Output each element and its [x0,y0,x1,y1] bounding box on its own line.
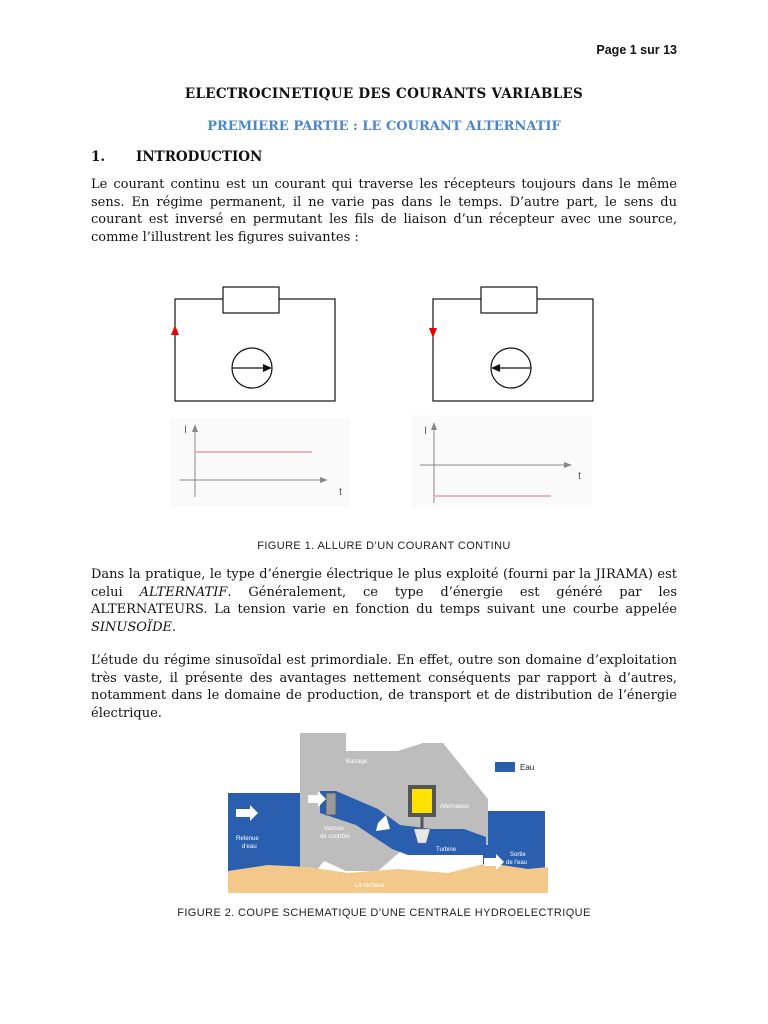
figure-1 [0,270,768,510]
label-barrage: Barrage [346,759,368,765]
legend-label-water: Eau [520,763,535,772]
emphasis-alternatif: ALTERNATIF [139,584,228,600]
label-retenue-1: Retenue [236,836,259,842]
emphasis-sinusoide: SINUSOÏDE [91,619,172,635]
alternator-icon [412,789,432,813]
page-number: Page 1 sur 13 [596,43,677,57]
paragraph-sinusoidal: L’étude du régime sinusoïdal est primordiale. En effet, outre son domaine d’exploitation très vaste, il présente des avantages nettement conséquents par rapport à d’autres, notamment dans le domaine de production, de transport et de distribution de l’énergie électrique. [91,653,677,721]
paragraph-intro: Le courant continu est un courant qui traverse les récepteurs toujours dans le même sens. En régime permanent, il ne varie pas dans le temps. D’autre part, le sens du courant est inversé en permutant les fils de liaison d’un récepteur avec une source, comme l’illustrent les figures suivantes : [91,177,677,245]
axis-label-time: t [339,486,343,498]
label-sortie-1: Sortie [510,852,526,858]
axis-label-current: I [184,424,188,436]
current-arrow-up-icon [171,325,179,335]
figure-2-caption: FIGURE 2. COUPE SCHEMATIQUE D’UNE CENTRALE HYDROELECTRIQUE [177,907,591,919]
text-span: . [171,619,177,635]
label-sortie-2: de l’eau [506,860,528,866]
label-turbine: Turbine [436,847,457,853]
circuit-left [171,287,335,401]
rock-bed [228,863,548,893]
legend-swatch-water [495,762,515,772]
section-number: 1. [91,149,106,165]
label-alternateur: Alternateur [440,804,470,810]
circuit-right [429,287,593,401]
section-heading [91,149,262,165]
document-title: ELECTROCINETIQUE DES COURANTS VARIABLES [184,86,584,102]
text-span: Dans la pratique, le type d’énergie électrique le plus exploité (fourni par la JIRAMA) est celui [91,567,677,600]
figure-2-hydro-plant [228,733,548,893]
label-vannes-1: Vannes [324,826,344,832]
graph-right [412,415,592,507]
axis-label-current: I [424,425,428,437]
label-lit-rocheux: Lit rocheux [355,883,385,889]
text-span: . Généralement, ce type d’énergie est généré par les ALTERNATEURS. La tension varie en fonction du temps suivant une courbe appelée [91,584,678,617]
paragraph-alternating [91,566,677,636]
axis-label-time: t [578,470,582,482]
graph-left [170,418,350,506]
resistor-icon [223,287,279,313]
figure-1-caption: FIGURE 1. ALLURE D’UN COURANT CONTINU [257,540,511,552]
document-subtitle: PREMIERE PARTIE : LE COURANT ALTERNATIF [207,119,561,134]
label-retenue-2: d’eau [242,844,257,850]
current-arrow-down-icon [429,328,437,338]
label-vannes-2: de contrôle [320,834,350,840]
section-title: INTRODUCTION [136,149,263,165]
resistor-icon [481,287,537,313]
control-gate-icon [326,793,336,815]
